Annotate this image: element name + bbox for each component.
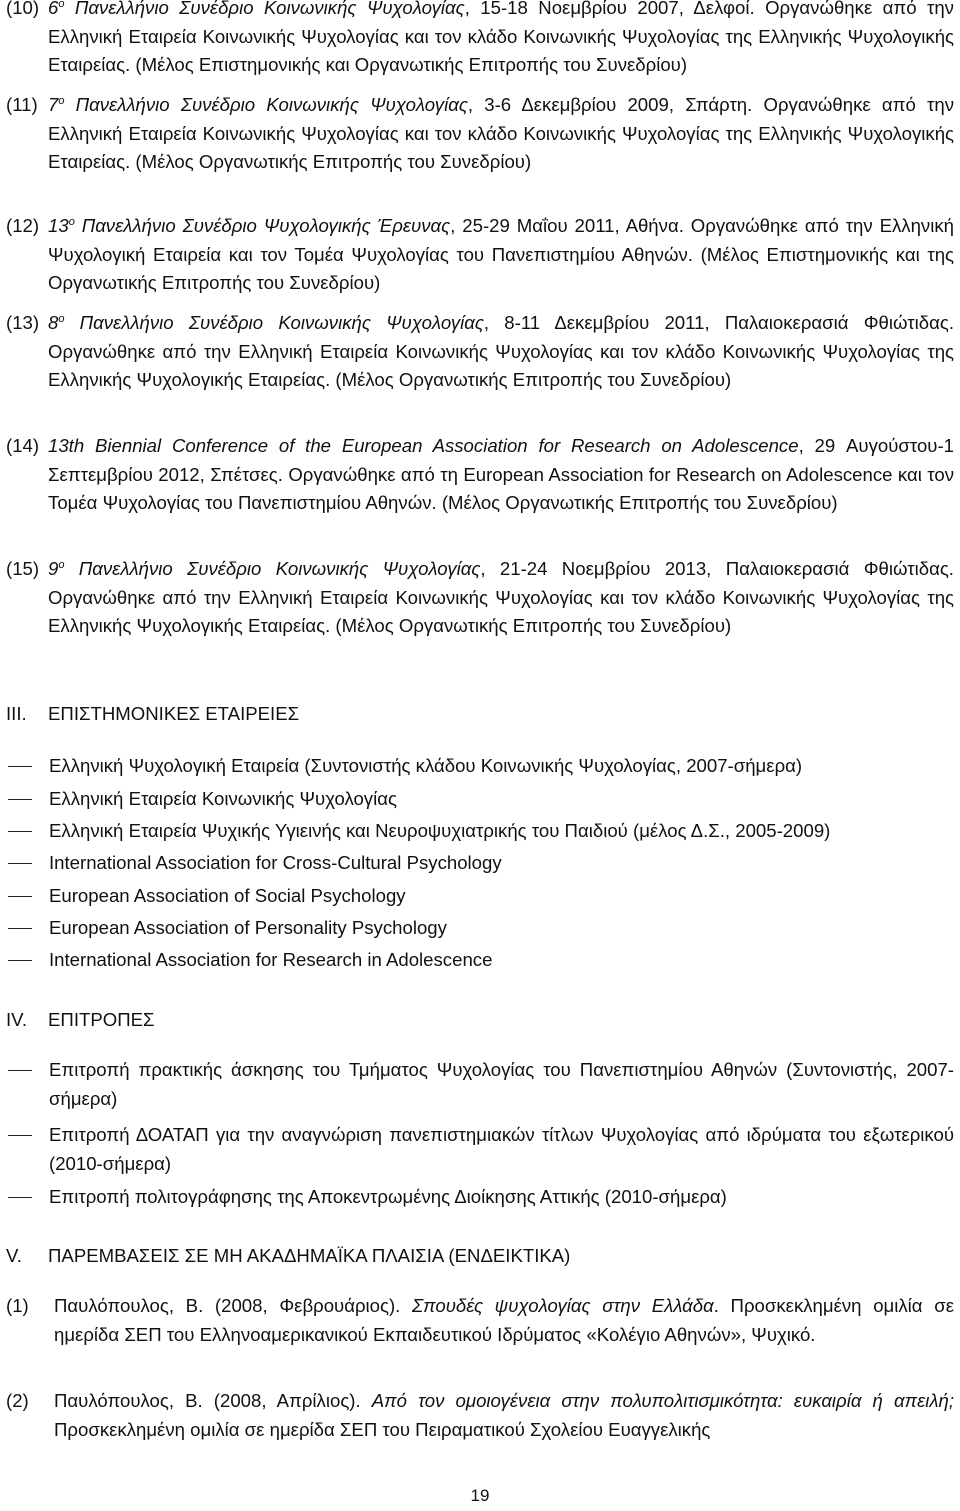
committee-item: Επιτροπή πρακτικής άσκησης του Τμήματος Ψυχολογίας του Πανεπιστημίου Αθηνών (Συντονιστής, 2007-σήμερα) [6, 1056, 954, 1113]
society-item: International Association for Cross-Cultural Psychology [6, 849, 954, 878]
conference-entry-12 [6, 212, 954, 298]
conference-entry-14 [6, 432, 954, 518]
conference-details: , 8-11 Δεκεμβρίου 2011, Παλαιοκερασιά Φθιώτιδας. Οργανώθηκε από την Ελληνική Εταιρεία Κοινωνικής Ψυχολογίας και τον κλάδο Κοινωνικής Ψυχολογίας της Ελληνικής Ψυχολογικής Εταιρείας. (Μέλος Οργανωτικής Επιτροπής του Συνεδρίου) [48, 312, 954, 391]
committee-item: Επιτροπή πολιτογράφησης της Αποκεντρωμένης Διοίκησης Αττικής (2010-σήμερα) [6, 1183, 954, 1212]
dash-bullet-icon [8, 863, 32, 864]
dash-bullet-icon [8, 766, 32, 767]
ordinal-suffix: ο [58, 95, 65, 107]
dash-bullet-icon [8, 896, 32, 897]
section-title: ΕΠΙΤΡΟΠΕΣ [48, 1009, 155, 1030]
conference-ordinal: 8 [48, 312, 59, 333]
talk-entry-1: (1) Παυλόπουλος, Β. (2008, Φεβρουάριος). Σπουδές ψυχολογίας στην Ελλάδα. Προσκεκλημένη ομιλία σε ημερίδα ΣΕΠ του Ελληνοαμερικανικού Εκπαιδευτικού Ιδρύματος «Κολέγιο Αθηνών», Ψυχικό. [6, 1292, 954, 1349]
society-item: Ελληνική Ψυχολογική Εταιρεία (Συντονιστής κλάδου Κοινωνικής Ψυχολογίας, 2007-σήμερα) [6, 752, 954, 781]
conference-details: , 3-6 Δεκεμβρίου 2009, Σπάρτη. Οργανώθηκε από την Ελληνική Εταιρεία Κοινωνικής Ψυχολογίας και τον κλάδο Κοινωνικής Ψυχολογίας της Ελληνικής Ψυχολογικής Εταιρείας. (Μέλος Οργανωτικής Επιτροπής του Συνεδρίου) [48, 94, 954, 173]
conference-ordinal: 6 [48, 0, 59, 18]
entry-number: (1) [6, 1295, 29, 1316]
dash-bullet-icon [8, 1197, 32, 1198]
entry-number: (14) [6, 435, 40, 456]
entry-number: (11) [6, 94, 38, 115]
talk-entry-2: (2) Παυλόπουλος, Β. (2008, Απρίλιος). Από τον ομοιογένεια στην πολυπολιτισμικότητα: ευκαιρία ή απειλή; Προσκεκλημένη ομιλία σε ημερίδα ΣΕΠ του Πειραματικού Σχολείου Ευαγγελικής [6, 1387, 954, 1444]
section-title: ΠΑΡΕΜΒΑΣΕΙΣ ΣΕ ΜΗ ΑΚΑΔΗΜΑΪΚΑ ΠΛΑΙΣΙΑ (ΕΝΔΕΙΚΤΙΚΑ) [48, 1245, 571, 1266]
conference-title: Πανελλήνιο Συνέδριο Ψυχολογικής Έρευνας [74, 215, 451, 236]
dash-bullet-icon [8, 928, 32, 929]
conference-entry-13 [6, 309, 954, 395]
talk-title: Από τον ομοιογένεια στην πολυπολιτισμικότητα: ευκαιρία ή απειλή; [371, 1390, 955, 1411]
conference-title: Πανελλήνιο Συνέδριο Κοινωνικής Ψυχολογίας [64, 0, 465, 18]
conference-ordinal: 13 [48, 215, 69, 236]
society-item: Ελληνική Εταιρεία Ψυχικής Υγιεινής και Νευροψυχιατρικής του Παιδιού (μέλος Δ.Σ., 2005-2009) [6, 817, 954, 846]
committee-item: Επιτροπή ΔΟΑΤΑΠ για την αναγνώριση πανεπιστημιακών τίτλων Ψυχολογίας από ιδρύματα του εξωτερικού (2010-σήμερα) [6, 1121, 954, 1178]
entry-number: (12) [6, 215, 40, 236]
society-item: Ελληνική Εταιρεία Κοινωνικής Ψυχολογίας [6, 785, 954, 814]
society-item: International Association for Research in Adolescence [6, 946, 954, 975]
conference-entry-11 [6, 91, 954, 177]
talk-title: Σπουδές ψυχολογίας στην Ελλάδα [412, 1295, 714, 1316]
dash-bullet-icon [8, 960, 32, 961]
ordinal-suffix: ο [58, 559, 65, 571]
section-roman-numeral: IV. [6, 1009, 28, 1030]
conference-title: Πανελλήνιο Συνέδριο Κοινωνικής Ψυχολογίας [64, 94, 468, 115]
ordinal-suffix: ο [58, 313, 65, 325]
ordinal-suffix: ο [68, 216, 75, 228]
conference-ordinal: 9 [48, 558, 59, 579]
conference-details: , 25-29 Μαΐου 2011, Αθήνα. Οργανώθηκε από την Ελληνική Ψυχολογική Εταιρεία και τον Τομέα Ψυχολογίας του Πανεπιστημίου Αθηνών. (Μέλος Επιστημονικής και της Οργανωτικής Επιτροπής του Συνεδρίου) [48, 215, 954, 294]
section-roman-numeral: III. [6, 703, 27, 724]
conference-entry-10 [6, 0, 954, 80]
dash-bullet-icon [8, 1070, 32, 1071]
conference-title: Πανελλήνιο Συνέδριο Κοινωνικής Ψυχολογίας [64, 312, 484, 333]
entry-number: (10) [6, 0, 40, 18]
conference-title: Πανελλήνιο Συνέδριο Κοινωνικής Ψυχολογίας [64, 558, 481, 579]
conference-details: , 15-18 Νοεμβρίου 2007, Δελφοί. Οργανώθηκε από την Ελληνική Εταιρεία Κοινωνικής Ψυχολογίας και τον κλάδο Κοινωνικής Ψυχολογίας της Ελληνικής Ψυχολογικής Εταιρείας. (Μέλος Επιστημονικής και Οργανωτικής Επιτροπής του Συνεδρίου) [48, 0, 954, 76]
society-item: European Association of Personality Psychology [6, 914, 954, 943]
conference-details: , 21-24 Νοεμβρίου 2013, Παλαιοκερασιά Φθιώτιδας. Οργανώθηκε από την Ελληνική Εταιρεία Κοινωνικής Ψυχολογίας και τον κλάδο Κοινωνικής Ψυχολογίας της Ελληνικής Ψυχολογικής Εταιρείας. (Μέλος Οργανωτικής Επιτροπής του Συνεδρίου) [48, 558, 954, 637]
page-number: 19 [470, 1486, 490, 1505]
section-roman-numeral: V. [6, 1245, 22, 1266]
ordinal-suffix: ο [58, 0, 65, 10]
dash-bullet-icon [8, 831, 32, 832]
society-item: European Association of Social Psychology [6, 882, 954, 911]
conference-ordinal: 7 [48, 94, 59, 115]
conference-details: , 29 Αυγούστου-1 Σεπτεμβρίου 2012, Σπέτσες. Οργανώθηκε από τη European Association for Research on Adolescence και τον Τομέα Ψυχολογίας του Πανεπιστημίου Αθηνών. (Μέλος Οργανωτικής Επιτροπής του Συνεδρίου) [48, 435, 954, 514]
entry-number: (15) [6, 558, 40, 579]
entry-number: (2) [6, 1390, 29, 1411]
conference-title: 13th Biennial Conference of the European Association for Research on Adolescence [48, 435, 799, 456]
conference-entry-15 [6, 555, 954, 641]
dash-bullet-icon [8, 799, 32, 800]
entry-number: (13) [6, 312, 40, 333]
dash-bullet-icon [8, 1135, 32, 1136]
section-title: ΕΠΙΣΤΗΜΟΝΙΚΕΣ ΕΤΑΙΡΕΙΕΣ [48, 703, 300, 724]
